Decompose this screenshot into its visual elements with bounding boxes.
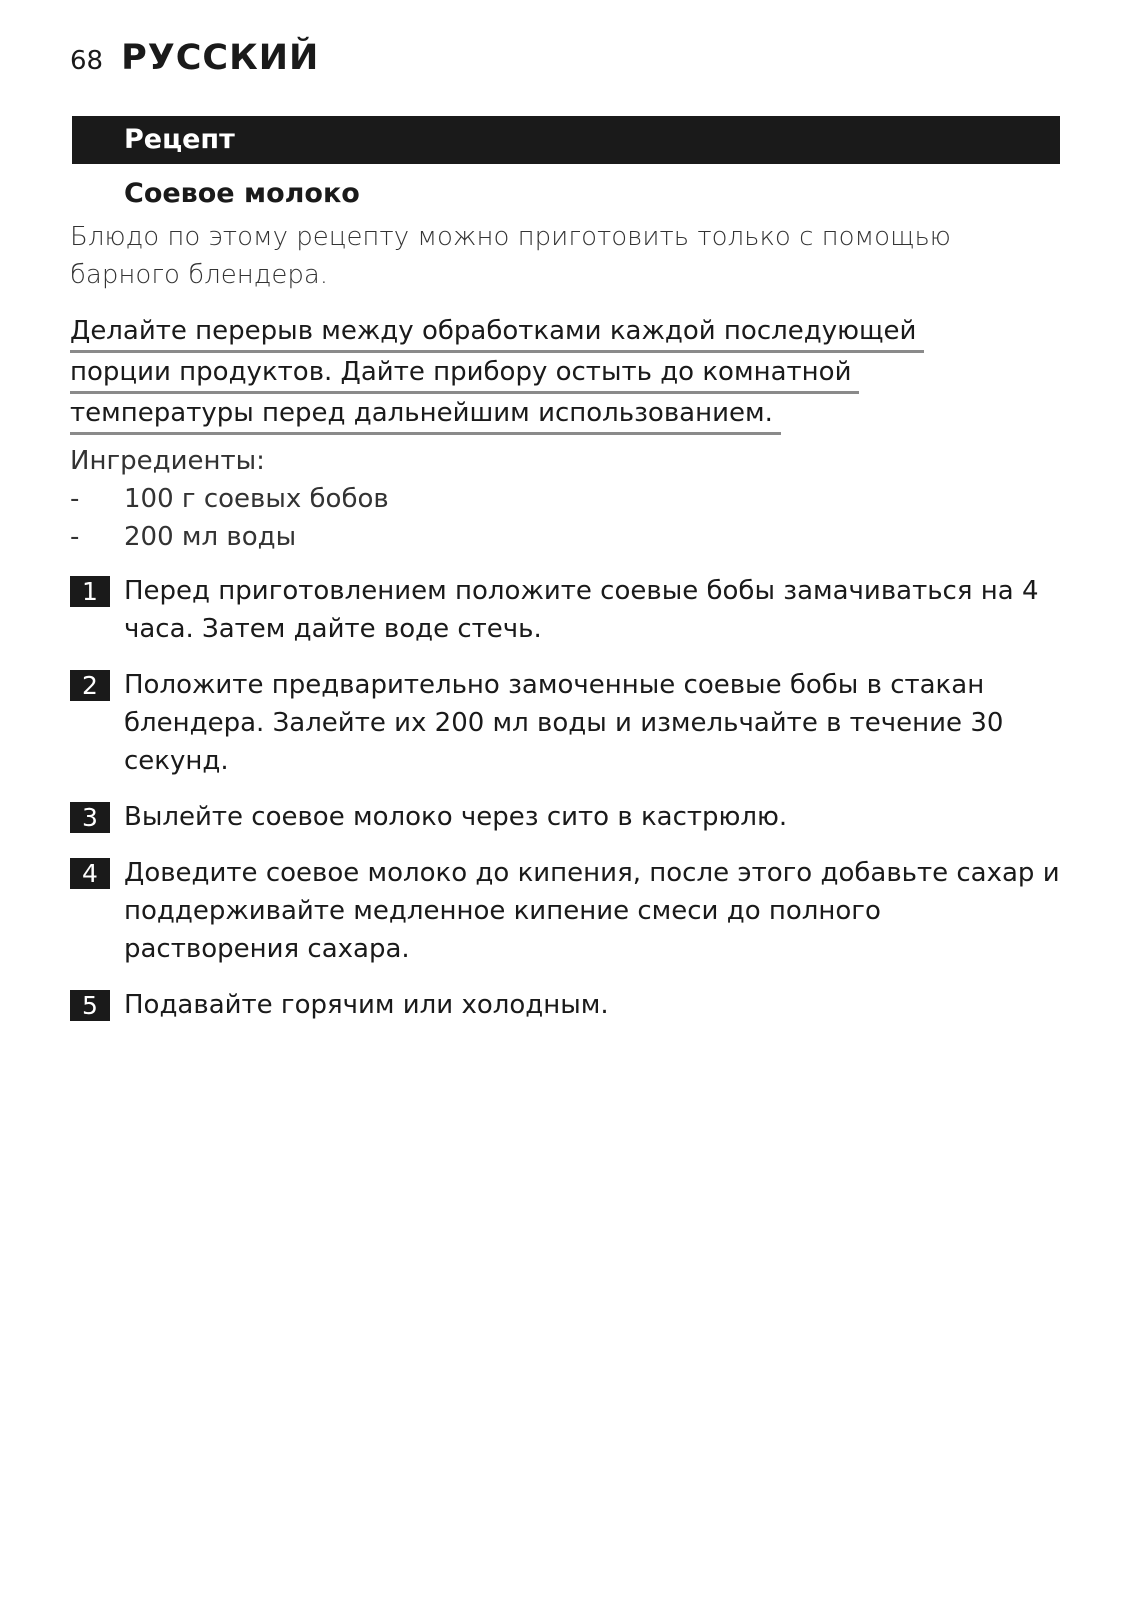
ingredient-text: 200 мл воды (124, 522, 297, 552)
step-item (70, 666, 1060, 780)
step-text: Доведите соевое молоко до кипения, после этого добавьте сахар и поддерживайте медленное кипение смеси до полного растворения сахара. (124, 858, 1060, 964)
step-number: 2 (70, 670, 110, 701)
warning-line: температуры перед дальнейшим использованием. (70, 394, 781, 435)
language-title: РУССКИЙ (121, 38, 320, 78)
step-number: 3 (70, 802, 110, 833)
warning-notice (70, 312, 1010, 435)
steps-list (70, 572, 1060, 1042)
recipe-title: Соевое молоко (124, 178, 360, 209)
list-dash: - (70, 484, 80, 514)
step-text: Вылейте соевое молоко через сито в кастрюлю. (124, 802, 788, 832)
ingredients-label: Ингредиенты: (70, 446, 265, 476)
step-text: Положите предварительно замоченные соевые бобы в стакан блендера. Залейте их 200 мл воды и измельчайте в течение 30 секунд. (124, 670, 1004, 776)
warning-line: Делайте перерыв между обработками каждой последующей (70, 312, 924, 353)
ingredient-text: 100 г соевых бобов (124, 484, 389, 514)
page-number: 68 (70, 46, 104, 76)
step-text: Перед приготовлением положите соевые бобы замачиваться на 4 часа. Затем дайте воде стечь. (124, 576, 1039, 644)
warning-line: порции продуктов. Дайте прибору остыть до комнатной (70, 353, 859, 394)
ingredient-item (70, 518, 389, 556)
step-text: Подавайте горячим или холодным. (124, 990, 609, 1020)
section-title-bar: Рецепт (72, 116, 1060, 164)
list-dash: - (70, 522, 80, 552)
recipe-intro: Блюдо по этому рецепту можно приготовить только с помощью барного блендера. (70, 222, 951, 290)
step-number: 4 (70, 858, 110, 889)
step-item (70, 986, 1060, 1024)
ingredients-list (70, 442, 389, 556)
step-item (70, 572, 1060, 648)
step-number: 1 (70, 576, 110, 607)
step-item (70, 854, 1060, 968)
step-item (70, 798, 1060, 836)
page-header (70, 38, 319, 88)
step-number: 5 (70, 990, 110, 1021)
ingredient-item (70, 480, 389, 518)
